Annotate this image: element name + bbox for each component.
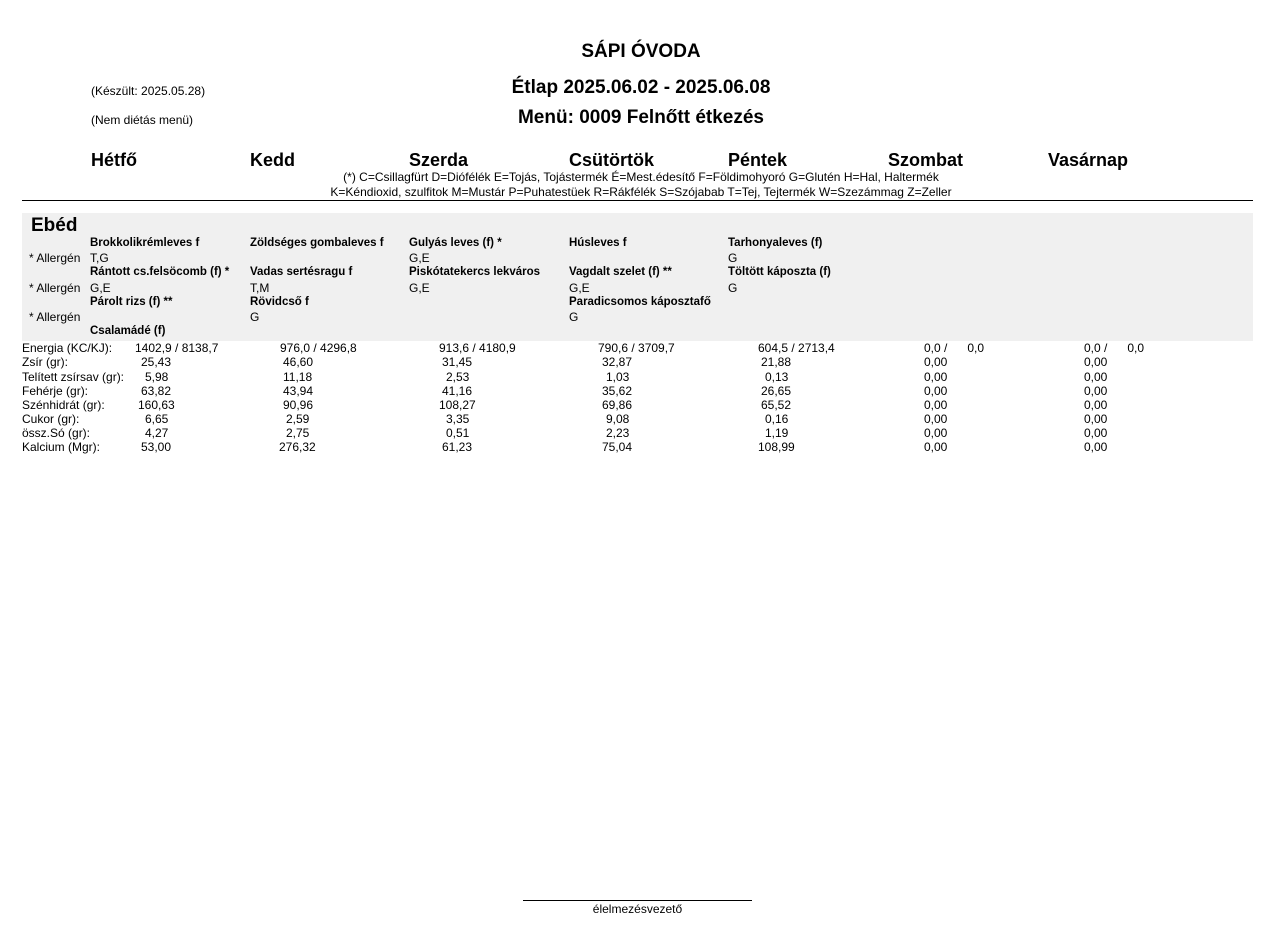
nutrition-protein-wed: 41,16 bbox=[442, 384, 473, 398]
allergen-label-row1: * Allergén bbox=[29, 251, 81, 265]
meal-name: Ebéd bbox=[31, 215, 78, 236]
dish-fri-1: Tarhonyaleves (f) bbox=[728, 237, 823, 249]
nutrition-fat-fri: 21,88 bbox=[761, 355, 792, 369]
nutrition-satfat-sat: 0,00 bbox=[924, 370, 948, 384]
dish-mon-2: Rántott cs.felsöcomb (f) * bbox=[90, 266, 230, 278]
nutrition-energy-wed: 913,6 / 4180,9 bbox=[439, 341, 516, 355]
nutrition-carbs-sat: 0,00 bbox=[924, 398, 948, 412]
nutrition-protein-thu: 35,62 bbox=[602, 384, 633, 398]
dish-wed-2: Piskótatekercs lekváros bbox=[409, 266, 541, 278]
allergen-fri-2: G bbox=[728, 281, 738, 295]
nutrition-satfat-fri: 0,13 bbox=[765, 370, 789, 384]
dish-tue-2: Vadas sertésragu f bbox=[250, 266, 353, 278]
nutrition-satfat-sun: 0,00 bbox=[1084, 370, 1108, 384]
nutrition-fat-tue: 46,60 bbox=[283, 355, 314, 369]
nutrition-calcium-wed: 61,23 bbox=[442, 440, 473, 454]
allergen-tue-3: G bbox=[250, 310, 260, 324]
day-header-saturday: Szombat bbox=[888, 150, 964, 170]
diet-note: (Nem diétás menü) bbox=[91, 113, 194, 127]
allergen-wed-1: G,E bbox=[409, 251, 430, 265]
nutrition-calcium-sat: 0,00 bbox=[924, 440, 948, 454]
allergen-mon-2: G,E bbox=[90, 281, 111, 295]
allergen-thu-2: G,E bbox=[569, 281, 590, 295]
header-divider bbox=[22, 200, 1253, 201]
nutrition-label-energy: Energia (KC/KJ): bbox=[22, 341, 113, 355]
signature-label: élelmezésvezető bbox=[592, 902, 683, 916]
allergen-legend-line1: (*) C=Csillagfürt D=Diófélék E=Tojás, Tojástermék É=Mest.édesítő F=Földimohyoró G=Glutén H=Hal, Haltermék bbox=[343, 170, 939, 184]
nutrition-sugar-sun: 0,00 bbox=[1084, 412, 1108, 426]
nutrition-calcium-mon: 53,00 bbox=[141, 440, 172, 454]
nutrition-label-fat: Zsír (gr): bbox=[22, 355, 68, 369]
allergen-label-row2: * Allergén bbox=[29, 281, 81, 295]
signature-line bbox=[523, 900, 752, 901]
nutrition-sugar-fri: 0,16 bbox=[765, 412, 789, 426]
nutrition-protein-sun: 0,00 bbox=[1084, 384, 1108, 398]
dish-tue-3: Rövidcső f bbox=[250, 296, 309, 308]
nutrition-satfat-wed: 2,53 bbox=[446, 370, 470, 384]
allergen-label-row3: * Allergén bbox=[29, 310, 81, 324]
allergen-thu-3: G bbox=[569, 310, 579, 324]
dish-thu-1: Húsleves f bbox=[569, 237, 627, 249]
nutrition-energy-fri: 604,5 / 2713,4 bbox=[758, 341, 835, 355]
nutrition-salt-fri: 1,19 bbox=[765, 426, 789, 440]
day-header-thursday: Csütörtök bbox=[569, 150, 654, 170]
nutrition-energy-tue: 976,0 / 4296,8 bbox=[280, 341, 357, 355]
dish-mon-1: Brokkolikrémleves f bbox=[90, 237, 200, 249]
nutrition-carbs-thu: 69,86 bbox=[602, 398, 633, 412]
menu-title: Étlap 2025.06.02 - 2025.06.08 bbox=[511, 77, 771, 98]
nutrition-energy-thu: 790,6 / 3709,7 bbox=[598, 341, 675, 355]
nutrition-salt-wed: 0,51 bbox=[446, 426, 470, 440]
institution-title: SÁPI ÓVODA bbox=[581, 41, 701, 62]
nutrition-calcium-fri: 108,99 bbox=[758, 440, 795, 454]
dish-thu-3: Paradicsomos káposztafő bbox=[569, 296, 711, 308]
nutrition-sugar-wed: 3,35 bbox=[446, 412, 470, 426]
nutrition-satfat-tue: 11,18 bbox=[283, 370, 313, 384]
nutrition-carbs-sun: 0,00 bbox=[1084, 398, 1108, 412]
nutrition-salt-tue: 2,75 bbox=[286, 426, 310, 440]
nutrition-sugar-mon: 6,65 bbox=[145, 412, 169, 426]
created-date: (Készült: 2025.05.28) bbox=[91, 84, 206, 98]
nutrition-sugar-tue: 2,59 bbox=[286, 412, 310, 426]
nutrition-carbs-wed: 108,27 bbox=[439, 398, 476, 412]
nutrition-label-calcium: Kalcium (Mgr): bbox=[22, 440, 101, 454]
nutrition-carbs-mon: 160,63 bbox=[138, 398, 175, 412]
nutrition-label-salt: össz.Só (gr): bbox=[22, 426, 91, 440]
dish-thu-2: Vagdalt szelet (f) ** bbox=[569, 266, 672, 278]
menu-name: Menü: 0009 Felnőtt étkezés bbox=[517, 107, 765, 128]
nutrition-fat-wed: 31,45 bbox=[442, 355, 473, 369]
day-header-wednesday: Szerda bbox=[409, 150, 469, 170]
nutrition-carbs-tue: 90,96 bbox=[283, 398, 314, 412]
nutrition-calcium-thu: 75,04 bbox=[602, 440, 633, 454]
nutrition-energy-sat: 0,0 / 0,0 bbox=[924, 341, 985, 355]
nutrition-sugar-thu: 9,08 bbox=[606, 412, 630, 426]
dish-wed-1: Gulyás leves (f) * bbox=[409, 237, 502, 249]
nutrition-calcium-tue: 276,32 bbox=[279, 440, 316, 454]
nutrition-salt-sat: 0,00 bbox=[924, 426, 948, 440]
day-header-tuesday: Kedd bbox=[250, 150, 295, 170]
nutrition-fat-thu: 32,87 bbox=[602, 355, 633, 369]
dish-fri-2: Töltött káposzta (f) bbox=[728, 266, 831, 278]
dish-tue-1: Zöldséges gombaleves f bbox=[250, 237, 384, 249]
nutrition-salt-mon: 4,27 bbox=[145, 426, 169, 440]
nutrition-protein-fri: 26,65 bbox=[761, 384, 792, 398]
nutrition-energy-mon: 1402,9 / 8138,7 bbox=[135, 341, 219, 355]
allergen-legend-line2: K=Kéndioxid, szulfitok M=Mustár P=Puhatestüek R=Rákfélék S=Szójabab T=Tej, Tejtermék W=Szezámmag Z=Zeller bbox=[330, 185, 952, 199]
nutrition-label-satfat: Telített zsírsav (gr): bbox=[22, 370, 125, 384]
nutrition-protein-mon: 63,82 bbox=[141, 384, 172, 398]
nutrition-satfat-mon: 5,98 bbox=[145, 370, 169, 384]
day-header-monday: Hétfő bbox=[91, 150, 137, 170]
nutrition-salt-sun: 0,00 bbox=[1084, 426, 1108, 440]
nutrition-sugar-sat: 0,00 bbox=[924, 412, 948, 426]
nutrition-energy-sun: 0,0 / 0,0 bbox=[1084, 341, 1145, 355]
nutrition-satfat-thu: 1,03 bbox=[606, 370, 630, 384]
day-header-friday: Péntek bbox=[728, 150, 788, 170]
nutrition-calcium-sun: 0,00 bbox=[1084, 440, 1108, 454]
nutrition-protein-tue: 43,94 bbox=[283, 384, 314, 398]
dish-mon-4: Csalamádé (f) bbox=[90, 325, 166, 337]
allergen-fri-1: G bbox=[728, 251, 738, 265]
nutrition-protein-sat: 0,00 bbox=[924, 384, 948, 398]
allergen-tue-2: T,M bbox=[250, 281, 270, 295]
nutrition-label-protein: Fehérje (gr): bbox=[22, 384, 89, 398]
nutrition-salt-thu: 2,23 bbox=[606, 426, 630, 440]
nutrition-label-sugar: Cukor (gr): bbox=[22, 412, 80, 426]
allergen-wed-2: G,E bbox=[409, 281, 430, 295]
allergen-mon-1: T,G bbox=[90, 251, 109, 265]
dish-mon-3: Párolt rizs (f) ** bbox=[90, 296, 173, 308]
nutrition-fat-mon: 25,43 bbox=[141, 355, 172, 369]
nutrition-carbs-fri: 65,52 bbox=[761, 398, 792, 412]
nutrition-label-carbs: Szénhidrát (gr): bbox=[22, 398, 105, 412]
nutrition-fat-sat: 0,00 bbox=[924, 355, 948, 369]
nutrition-fat-sun: 0,00 bbox=[1084, 355, 1108, 369]
day-header-sunday: Vasárnap bbox=[1048, 150, 1129, 170]
